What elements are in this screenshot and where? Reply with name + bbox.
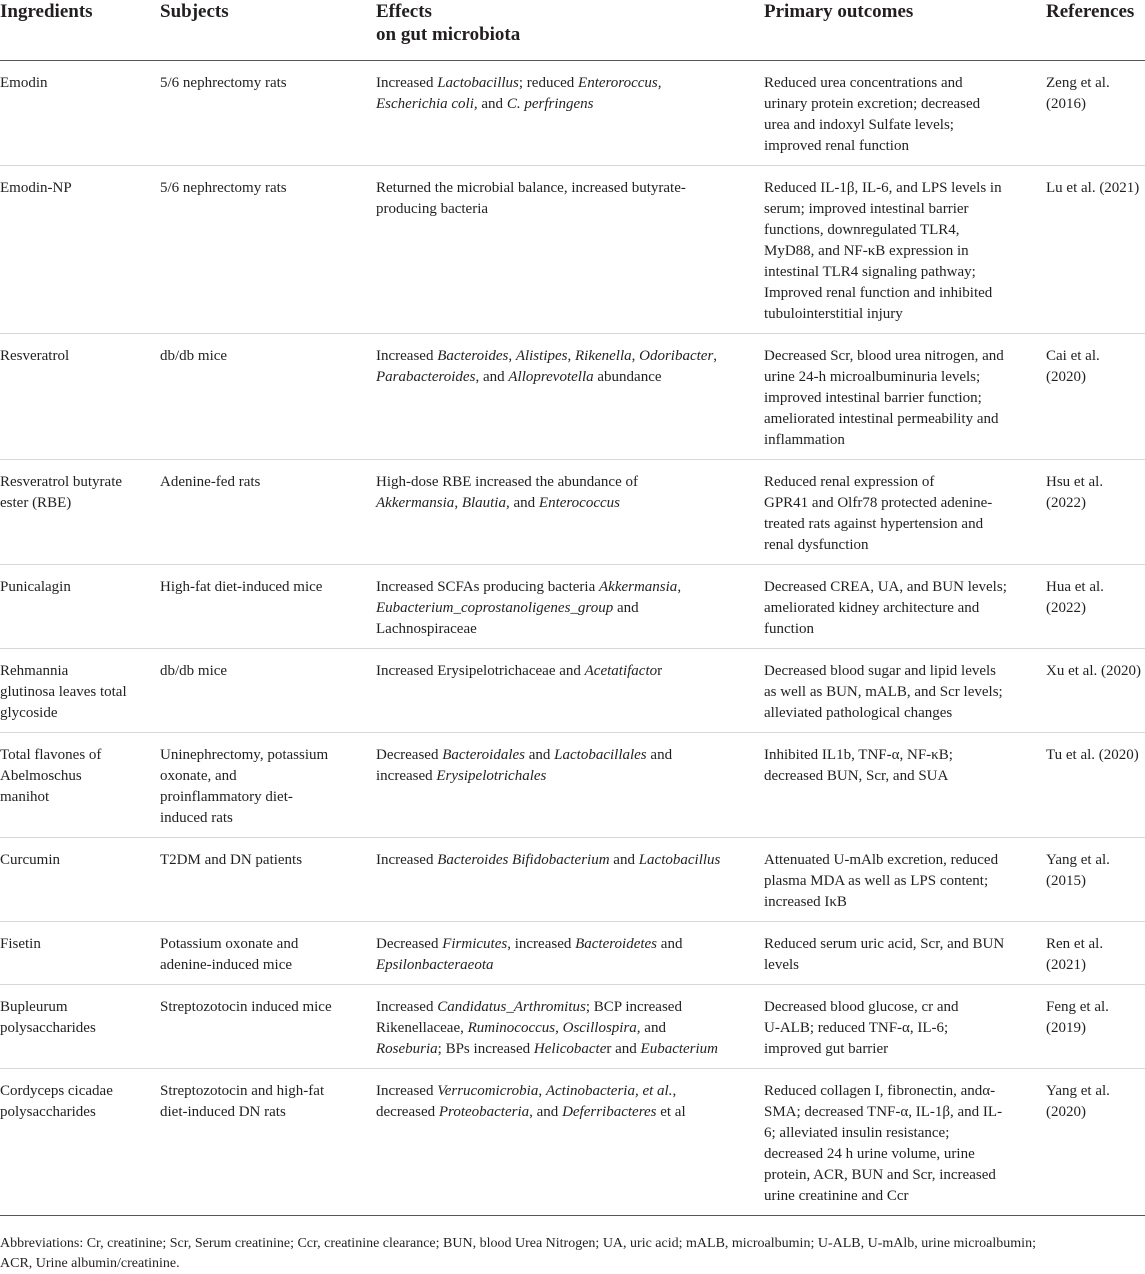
effects-text: abundance	[593, 369, 662, 385]
subjects-cell-line: adenine-induced mice	[160, 957, 293, 973]
references-cell-line: (2019)	[1046, 1020, 1086, 1036]
taxon-name: Bacteroidetes	[575, 936, 658, 952]
outcomes-cell-line: protein, ACR, BUN and Scr, increased	[764, 1167, 996, 1183]
subjects-cell-line: diet-induced DN rats	[160, 1104, 286, 1120]
effects-line	[376, 367, 764, 388]
effects-text: , increased	[507, 936, 576, 952]
effects-cell	[376, 733, 764, 838]
taxon-name: Candidatus_Arthromitus	[437, 999, 586, 1015]
taxon-name: Lactobacillales	[554, 747, 647, 763]
subjects-cell	[160, 334, 376, 460]
taxon-name: C. perfringens	[506, 96, 594, 112]
effects-line	[376, 577, 764, 598]
effects-text: r and	[606, 1041, 641, 1057]
outcomes-cell	[764, 1069, 1046, 1216]
taxon-name: Ruminococcus	[467, 1020, 556, 1036]
taxon-name: Lactobacillus	[437, 75, 519, 91]
effects-cell	[376, 838, 764, 922]
subjects-cell	[160, 166, 376, 334]
subjects-cell	[160, 985, 376, 1069]
outcomes-cell-line: treated rats against hypertension and	[764, 516, 984, 532]
effects-text: et al	[656, 1104, 686, 1120]
effects-text: Decreased	[376, 747, 443, 763]
ingredient-cell-line: polysaccharides	[0, 1104, 96, 1120]
subjects-cell	[160, 565, 376, 649]
outcomes-cell-line: Improved renal function and inhibited	[764, 285, 993, 301]
references-cell-line: (2020)	[1046, 369, 1086, 385]
ingredient-cell-line: Total flavones of	[0, 747, 102, 763]
effects-text: and	[524, 747, 555, 763]
references-cell-line: Feng et al.	[1046, 999, 1109, 1015]
ingredient-cell	[0, 166, 160, 334]
taxon-name: Rikenella	[574, 348, 632, 364]
effects-text: ,	[538, 1083, 546, 1099]
subjects-cell-line: 5/6 nephrectomy rats	[160, 75, 287, 91]
outcomes-cell	[764, 565, 1046, 649]
outcomes-cell	[764, 985, 1046, 1069]
effects-line	[376, 1081, 764, 1102]
effects-text: ; BPs increased	[437, 1041, 534, 1057]
outcomes-cell-line: Reduced renal expression of	[764, 474, 935, 490]
outcomes-cell	[764, 166, 1046, 334]
effects-text: ,	[454, 495, 462, 511]
taxon-name: Alistipes	[515, 348, 568, 364]
subjects-cell-line: oxonate, and	[160, 768, 237, 784]
ingredient-cell-line: Cordyceps cicadae	[0, 1083, 113, 1099]
taxon-name: Bacteroides Bifidobacterium	[437, 852, 610, 868]
ingredient-cell-line: manihot	[0, 789, 50, 805]
outcomes-cell-line: Reduced urea concentrations and	[764, 75, 963, 91]
footnote-line: Abbreviations: Cr, creatinine; Scr, Serum creatinine; Ccr, creatinine clearance; BUN, blood Urea Nitrogen; UA, uric acid; mALB, microalbumin; U-ALB, U-mAlb, urine microalbumin;	[0, 1236, 1036, 1251]
effects-text: r	[657, 663, 663, 679]
effects-line	[376, 493, 764, 514]
references-cell	[1046, 460, 1145, 565]
effects-text: producing bacteria	[376, 201, 489, 217]
subjects-cell-line: proinflammatory diet-	[160, 789, 293, 805]
ingredient-cell-line: Resveratrol butyrate	[0, 474, 123, 490]
references-cell	[1046, 649, 1145, 733]
ingredient-cell-line: polysaccharides	[0, 1020, 96, 1036]
outcomes-cell-line: Decreased blood glucose, cr and	[764, 999, 959, 1015]
effects-line	[376, 1039, 764, 1060]
outcomes-cell-line: function	[764, 621, 814, 637]
outcomes-cell-line: renal dysfunction	[764, 537, 869, 553]
outcomes-cell-line: improved renal function	[764, 138, 909, 154]
effects-text: Increased	[376, 852, 438, 868]
taxon-name: Blautia	[461, 495, 506, 511]
references-cell	[1046, 565, 1145, 649]
taxon-name: Parabacteroides	[376, 369, 476, 385]
taxon-name: Escherichia coli,	[376, 96, 478, 112]
header-references: References	[1046, 0, 1145, 61]
effects-text: High-dose RBE increased the abundance of	[376, 474, 638, 490]
taxon-name: Oscillospira,	[562, 1020, 641, 1036]
taxon-name: Roseburia	[376, 1041, 438, 1057]
effects-text: ,	[631, 348, 640, 364]
ingredient-cell	[0, 649, 160, 733]
outcomes-cell-line: MyD88, and NF-κB expression in	[764, 243, 969, 259]
effects-text: Returned the microbial balance, increased butyrate-	[376, 180, 686, 196]
references-cell-line: Ren et al.	[1046, 936, 1104, 952]
footnote	[0, 1234, 1140, 1274]
taxon-name: Actinobacteria, et al.	[545, 1083, 673, 1099]
table-row	[0, 460, 1145, 565]
outcomes-cell-line: SMA; decreased TNF-α, IL-1β, and IL-	[764, 1104, 1003, 1120]
ingredient-cell	[0, 985, 160, 1069]
effects-cell	[376, 649, 764, 733]
outcomes-cell	[764, 838, 1046, 922]
references-cell-line: Yang et al.	[1046, 852, 1110, 868]
taxon-name: Akkermansia	[376, 495, 455, 511]
effects-line	[376, 1102, 764, 1123]
effects-line	[376, 745, 764, 766]
outcomes-cell	[764, 460, 1046, 565]
outcomes-cell-line: improved gut barrier	[764, 1041, 889, 1057]
outcomes-cell	[764, 733, 1046, 838]
subjects-cell	[160, 649, 376, 733]
effects-line	[376, 661, 764, 682]
outcomes-cell-line: functions, downregulated TLR4,	[764, 222, 960, 238]
effects-line	[376, 199, 764, 220]
taxon-name: Lactobacillus	[638, 852, 721, 868]
references-cell-line: Hua et al.	[1046, 579, 1104, 595]
references-cell-line: Xu et al. (2020)	[1046, 663, 1141, 679]
taxon-name: Proteobacteria,	[438, 1104, 533, 1120]
ingredient-cell-line: Punicalagin	[0, 579, 71, 595]
outcomes-cell-line: ameliorated intestinal permeability and	[764, 411, 999, 427]
effects-cell	[376, 922, 764, 985]
references-cell-line: Yang et al.	[1046, 1083, 1110, 1099]
ingredient-cell	[0, 61, 160, 166]
ingredient-cell	[0, 1069, 160, 1216]
effects-text: and	[646, 747, 673, 763]
table-row	[0, 838, 1145, 922]
subjects-cell-line: Streptozotocin and high-fat	[160, 1083, 325, 1099]
outcomes-cell-line: Decreased blood sugar and lipid levels	[764, 663, 997, 679]
effects-text: and	[477, 96, 507, 112]
taxon-name: Enterococcus	[538, 495, 620, 511]
references-cell	[1046, 166, 1145, 334]
ingredient-cell-line: Resveratrol	[0, 348, 70, 364]
subjects-cell-line: 5/6 nephrectomy rats	[160, 180, 287, 196]
outcomes-cell-line: Decreased Scr, blood urea nitrogen, and	[764, 348, 1004, 364]
outcomes-cell	[764, 649, 1046, 733]
references-cell-line: (2021)	[1046, 957, 1086, 973]
subjects-cell-line: Uninephrectomy, potassium	[160, 747, 329, 763]
header-ingredients: Ingredients	[0, 0, 160, 61]
taxon-name: Deferribacteres	[562, 1104, 657, 1120]
effects-line	[376, 766, 764, 787]
outcomes-cell-line: Attenuated U-mAlb excretion, reduced	[764, 852, 999, 868]
references-cell-line: Lu et al. (2021)	[1046, 180, 1140, 196]
references-cell-line: Cai et al.	[1046, 348, 1100, 364]
subjects-cell-line: db/db mice	[160, 348, 228, 364]
taxon-name: Alloprevotella	[508, 369, 594, 385]
outcomes-cell	[764, 61, 1046, 166]
ingredient-cell-line: Rehmannia	[0, 663, 69, 679]
taxon-name: Bacteroides	[437, 348, 509, 364]
effects-cell	[376, 61, 764, 166]
effects-cell	[376, 460, 764, 565]
effects-line	[376, 1018, 764, 1039]
outcomes-cell-line: levels	[764, 957, 799, 973]
outcomes-cell-line: plasma MDA as well as LPS content;	[764, 873, 989, 889]
outcomes-cell-line: increased IκB	[764, 894, 847, 910]
ingredient-cell	[0, 460, 160, 565]
taxon-name: Eubacterium	[640, 1041, 719, 1057]
references-cell	[1046, 334, 1145, 460]
ingredient-cell-line: Fisetin	[0, 936, 41, 952]
effects-line	[376, 178, 764, 199]
effects-text: Lachnospiraceae	[376, 621, 477, 637]
effects-text: and	[657, 936, 683, 952]
effects-text: and	[640, 1020, 666, 1036]
outcomes-cell-line: urinary protein excretion; decreased	[764, 96, 981, 112]
effects-text: Increased	[376, 999, 438, 1015]
references-cell	[1046, 985, 1145, 1069]
references-cell	[1046, 61, 1145, 166]
effects-cell	[376, 334, 764, 460]
table-row	[0, 733, 1145, 838]
taxon-name: Akkermansia	[599, 579, 678, 595]
ingredient-cell	[0, 565, 160, 649]
ingredient-cell	[0, 733, 160, 838]
effects-text: and	[532, 1104, 563, 1120]
effects-cell	[376, 1069, 764, 1216]
outcomes-cell-line: as well as BUN, mALB, and Scr levels;	[764, 684, 1003, 700]
outcomes-cell-line: decreased 24 h urine volume, urine	[764, 1146, 975, 1162]
effects-text: Decreased	[376, 936, 443, 952]
header-row	[0, 0, 1145, 61]
effects-text: ,	[677, 579, 682, 595]
taxon-name: Acetatifacto	[584, 663, 658, 679]
subjects-cell	[160, 838, 376, 922]
effects-line	[376, 73, 764, 94]
taxon-name: Verrucomicrobia	[437, 1083, 539, 1099]
outcomes-cell	[764, 334, 1046, 460]
subjects-cell	[160, 922, 376, 985]
outcomes-cell-line: Inhibited IL1b, TNF-α, NF-κB;	[764, 747, 953, 763]
taxon-name: Odoribacter	[639, 348, 714, 364]
table-row	[0, 61, 1145, 166]
effects-cell	[376, 166, 764, 334]
outcomes-cell-line: ameliorated kidney architecture and	[764, 600, 980, 616]
effects-cell	[376, 985, 764, 1069]
effects-line	[376, 619, 764, 640]
references-cell-line: Tu et al. (2020)	[1046, 747, 1139, 763]
references-cell-line: (2015)	[1046, 873, 1086, 889]
subjects-cell	[160, 460, 376, 565]
outcomes-cell-line: GPR41 and Olfr78 protected adenine-	[764, 495, 993, 511]
taxon-name: Enteroroccus,	[578, 75, 662, 91]
effects-line	[376, 850, 764, 871]
effects-text: ,	[567, 348, 575, 364]
effects-text: ,	[508, 348, 516, 364]
references-cell	[1046, 1069, 1145, 1216]
effects-text: and	[609, 852, 639, 868]
outcomes-cell-line: serum; improved intestinal barrier	[764, 201, 969, 217]
taxon-name: Firmicutes	[442, 936, 508, 952]
outcomes-cell-line: urine creatinine and Ccr	[764, 1188, 909, 1204]
effects-text: ,	[713, 348, 718, 364]
header-subjects: Subjects	[160, 0, 376, 61]
effects-text: ; BCP increased	[585, 999, 682, 1015]
outcomes-cell	[764, 922, 1046, 985]
outcomes-cell-line: Reduced collagen I, fibronectin, andα-	[764, 1083, 996, 1099]
subjects-cell-line: Streptozotocin induced mice	[160, 999, 332, 1015]
table-row	[0, 1069, 1145, 1216]
references-cell-line: (2022)	[1046, 495, 1086, 511]
footnote-line: ACR, Urine albumin/creatinine.	[0, 1256, 180, 1271]
effects-text: ,	[672, 1083, 677, 1099]
effects-line	[376, 997, 764, 1018]
references-cell-line: (2022)	[1046, 600, 1086, 616]
subjects-cell	[160, 1069, 376, 1216]
subjects-cell-line: Adenine-fed rats	[160, 474, 261, 490]
effects-text: Increased	[376, 348, 438, 364]
taxon-name: Bacteroidales	[442, 747, 525, 763]
effects-text: Rikenellaceae,	[376, 1020, 468, 1036]
references-cell-line: Zeng et al.	[1046, 75, 1110, 91]
references-cell	[1046, 838, 1145, 922]
table-row	[0, 985, 1145, 1069]
effects-line	[376, 934, 764, 955]
effects-text: , and	[475, 369, 509, 385]
taxon-name: Eubacterium_coprostanoligenes_group	[376, 600, 614, 616]
table-row	[0, 922, 1145, 985]
effects-text: increased	[376, 768, 437, 784]
ingredient-cell-line: Bupleurum	[0, 999, 68, 1015]
subjects-cell	[160, 733, 376, 838]
subjects-cell-line: Potassium oxonate and	[160, 936, 299, 952]
subjects-cell	[160, 61, 376, 166]
outcomes-cell-line: Reduced IL-1β, IL-6, and LPS levels in	[764, 180, 1002, 196]
outcomes-cell-line: inflammation	[764, 432, 845, 448]
outcomes-cell-line: urine 24-h microalbuminuria levels;	[764, 369, 981, 385]
effects-text: decreased	[376, 1104, 439, 1120]
outcomes-cell-line: 6; alleviated insulin resistance;	[764, 1125, 950, 1141]
effects-text: , and	[505, 495, 539, 511]
effects-text: and	[613, 600, 639, 616]
header-effects: Effects on gut microbiota	[376, 0, 764, 61]
ingredient-cell-line: Abelmoschus	[0, 768, 82, 784]
subjects-cell-line: induced rats	[160, 810, 233, 826]
outcomes-cell-line: improved intestinal barrier function;	[764, 390, 982, 406]
ingredient-cell-line: glycoside	[0, 705, 58, 721]
outcomes-cell-line: decreased BUN, Scr, and SUA	[764, 768, 949, 784]
taxon-name: Helicobacte	[533, 1041, 607, 1057]
outcomes-cell-line: Reduced serum uric acid, Scr, and BUN	[764, 936, 1005, 952]
references-cell-line: (2020)	[1046, 1104, 1086, 1120]
effects-line	[376, 94, 764, 115]
effects-text: ; reduced	[518, 75, 579, 91]
taxon-name: Epsilonbacteraeota	[376, 957, 494, 973]
references-cell-line: (2016)	[1046, 96, 1086, 112]
outcomes-cell-line: U-ALB; reduced TNF-α, IL-6;	[764, 1020, 949, 1036]
ingredient-cell	[0, 838, 160, 922]
references-cell	[1046, 922, 1145, 985]
subjects-cell-line: db/db mice	[160, 663, 228, 679]
ingredient-cell-line: ester (RBE)	[0, 495, 72, 511]
outcomes-cell-line: alleviated pathological changes	[764, 705, 953, 721]
ingredient-cell-line: Emodin-NP	[0, 180, 72, 196]
effects-cell	[376, 565, 764, 649]
table-row	[0, 166, 1145, 334]
taxon-name: Erysipelotrichales	[436, 768, 547, 784]
outcomes-cell-line: Decreased CREA, UA, and BUN levels;	[764, 579, 1007, 595]
outcomes-cell-line: tubulointerstitial injury	[764, 306, 903, 322]
effects-line	[376, 955, 764, 976]
effects-line	[376, 346, 764, 367]
references-cell	[1046, 733, 1145, 838]
effects-text: Increased Erysipelotrichaceae and	[376, 663, 585, 679]
table-row	[0, 649, 1145, 733]
subjects-cell-line: High-fat diet-induced mice	[160, 579, 323, 595]
ingredient-cell	[0, 922, 160, 985]
effects-line	[376, 598, 764, 619]
references-cell-line: Hsu et al.	[1046, 474, 1104, 490]
ingredient-cell-line: glutinosa leaves total	[0, 684, 127, 700]
table-row	[0, 565, 1145, 649]
effects-text: Increased	[376, 75, 438, 91]
outcomes-cell-line: urea and indoxyl Sulfate levels;	[764, 117, 954, 133]
subjects-cell-line: T2DM and DN patients	[160, 852, 303, 868]
effects-text: Increased	[376, 1083, 438, 1099]
outcomes-cell-line: intestinal TLR4 signaling pathway;	[764, 264, 976, 280]
ingredient-cell-line: Emodin	[0, 75, 48, 91]
ingredient-cell-line: Curcumin	[0, 852, 60, 868]
ingredient-cell	[0, 334, 160, 460]
effects-text: ,	[555, 1020, 563, 1036]
effects-line	[376, 472, 764, 493]
effects-text: Increased SCFAs producing bacteria	[376, 579, 599, 595]
header-outcomes: Primary outcomes	[764, 0, 1046, 61]
table-row	[0, 334, 1145, 460]
